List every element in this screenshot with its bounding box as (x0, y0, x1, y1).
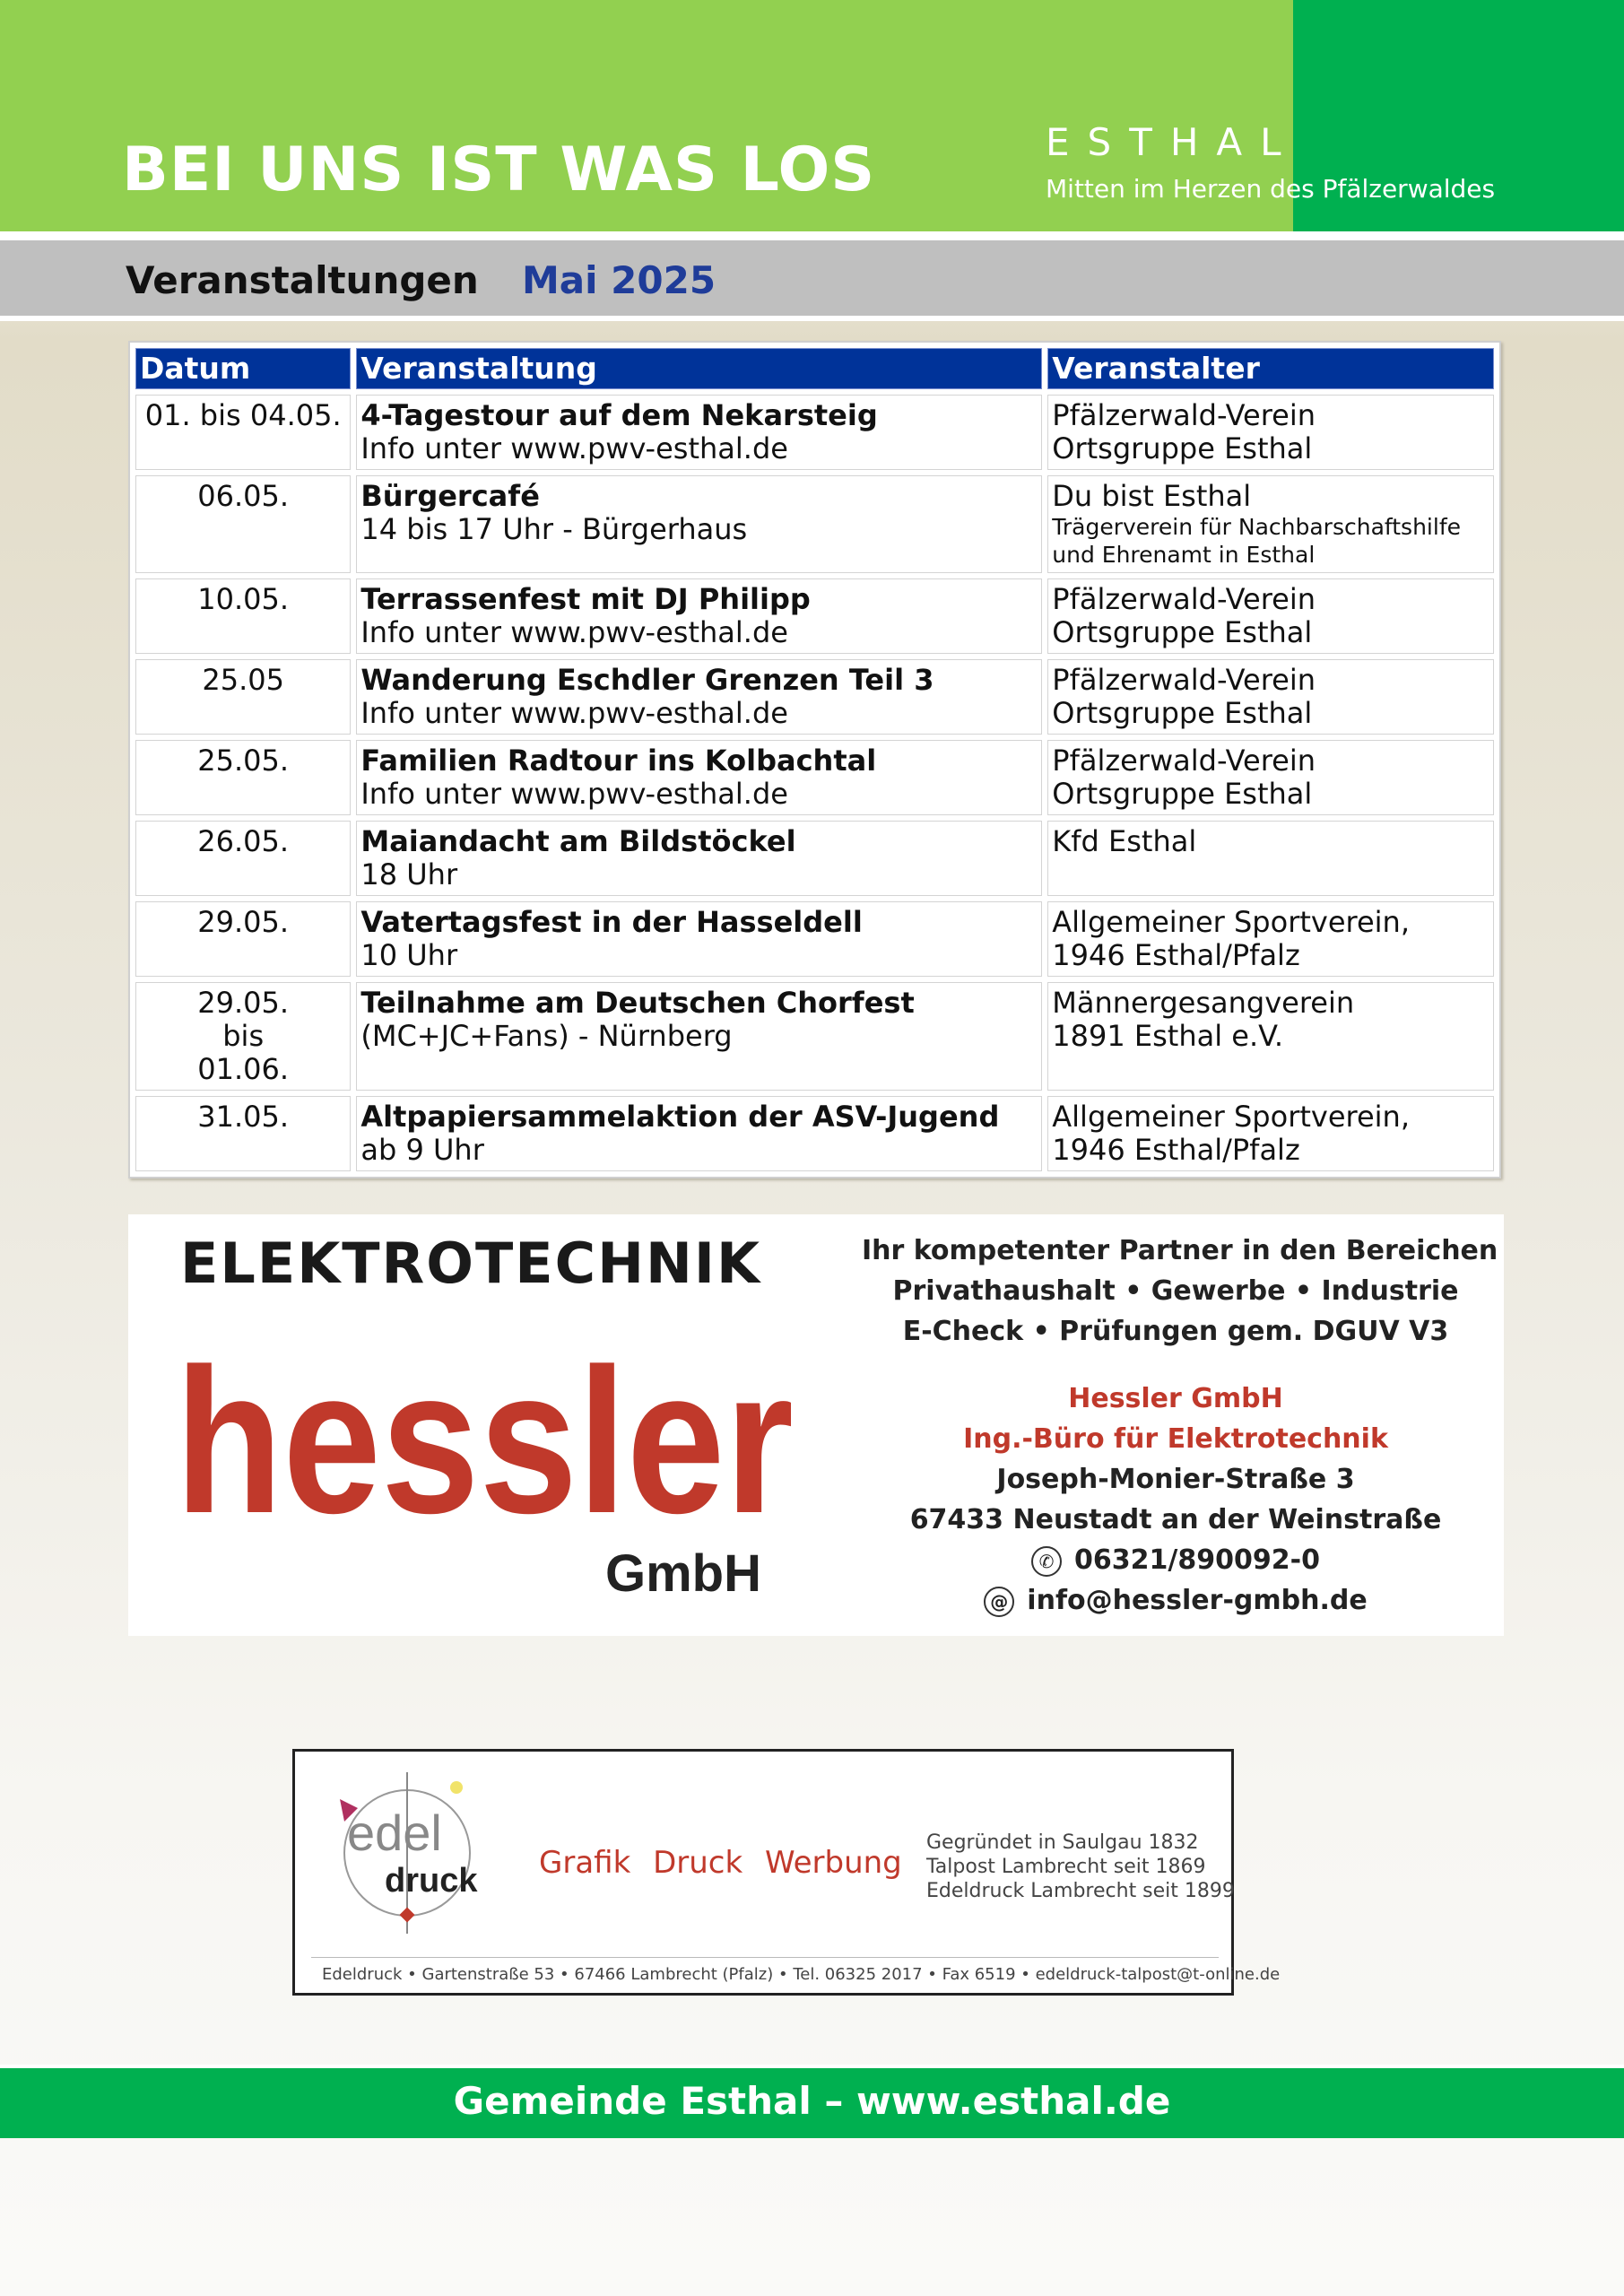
date-text: 31.05. (197, 1100, 290, 1134)
event-title: Bürgercafé (360, 479, 540, 513)
phone-icon: ✆ (1031, 1546, 1062, 1577)
table-row (135, 659, 1494, 735)
event-detail: 18 Uhr (360, 857, 458, 891)
date-text: 29.05. (197, 905, 290, 939)
event-cell (356, 821, 1042, 896)
event-cell (356, 659, 1042, 735)
hessler-headline: ELEKTROTECHNIK (180, 1231, 762, 1296)
town-name: ESTHAL (1046, 120, 1299, 164)
hessler-line-2: Privathaushalt • Gewerbe • Industrie (892, 1275, 1459, 1307)
event-title: Terrassenfest mit DJ Philipp (360, 582, 811, 616)
hessler-line-1: Ihr kompetenter Partner in den Bereichen (862, 1235, 1498, 1266)
page-title: BEI UNS IST WAS LOS (122, 135, 876, 205)
organizer-name: Kfd Esthal (1052, 824, 1197, 858)
event-cell (356, 901, 1042, 977)
event-detail: Info unter www.pwv-esthal.de (360, 431, 788, 465)
edeldruck-history (926, 1831, 1235, 1903)
history-line-2: Talpost Lambrecht seit 1869 (926, 1856, 1206, 1878)
organizer-line2: 1946 Esthal/Pfalz (1052, 1133, 1300, 1167)
organizer-cell (1047, 395, 1494, 470)
date-text: 10.05. (197, 582, 290, 616)
edeldruck-services: Grafik Druck Werbung (539, 1845, 902, 1881)
organizer-line2: 1946 Esthal/Pfalz (1052, 938, 1300, 972)
hessler-division: Ing.-Büro für Elektrotechnik (963, 1423, 1388, 1455)
event-date (135, 475, 351, 573)
organizer-name: Pfälzerwald-Verein (1052, 663, 1316, 697)
event-cell (356, 475, 1042, 573)
hessler-logo-text: hessler (175, 1326, 794, 1556)
event-date (135, 821, 351, 896)
event-date (135, 1096, 351, 1171)
organizer-cell (1047, 740, 1494, 815)
organizer-name: Allgemeiner Sportverein, (1052, 1100, 1410, 1134)
event-title: Teilnahme am Deutschen Chorfest (360, 986, 915, 1020)
organizer-name: Du bist Esthal (1052, 479, 1252, 513)
organizer-cell (1047, 1096, 1494, 1171)
footer-text: Gemeinde Esthal – www.esthal.de (453, 2079, 1171, 2123)
header-divider (0, 231, 1624, 240)
edeldruck-advertisement (292, 1749, 1281, 1996)
column-header-organizer: Veranstalter (1047, 348, 1494, 389)
date-text: 25.05. (197, 744, 290, 778)
event-date (135, 982, 351, 1091)
event-title: Altpapiersammelaktion der ASV-Jugend (360, 1100, 1000, 1134)
hessler-phone: 06321/890092-0 (1074, 1544, 1320, 1576)
hessler-phone-row (862, 1540, 1489, 1580)
hessler-line-3: E-Check • Prüfungen gem. DGUV V3 (902, 1316, 1449, 1347)
section-label: Veranstaltungen (126, 258, 479, 302)
table-row (135, 475, 1494, 573)
logo-word-bottom: druck (385, 1862, 478, 1900)
event-detail: Info unter www.pwv-esthal.de (360, 777, 788, 811)
history-line-1: Gegründet in Saulgau 1832 (926, 1831, 1199, 1854)
table-header-row (135, 348, 1494, 389)
table-row (135, 1096, 1494, 1171)
organizer-cell (1047, 578, 1494, 654)
at-sign-icon: @ (984, 1587, 1014, 1617)
organizer-cell (1047, 821, 1494, 896)
edeldruck-logo (322, 1768, 528, 1938)
hessler-city: 67433 Neustadt an der Weinstraße (909, 1504, 1442, 1535)
table-row (135, 901, 1494, 977)
organizer-line2: Ortsgruppe Esthal (1052, 777, 1313, 811)
organizer-line2: Ortsgruppe Esthal (1052, 696, 1313, 730)
event-detail: ab 9 Uhr (360, 1133, 484, 1167)
page-footer (0, 2065, 1624, 2138)
organizer-note: Trägerverein für Nachbarschaftshilfe (1052, 514, 1462, 540)
column-header-event: Veranstaltung (356, 348, 1042, 389)
organizer-name: Allgemeiner Sportverein, (1052, 905, 1410, 939)
town-tagline: Mitten im Herzen des Pfälzerwaldes (1046, 174, 1496, 204)
table-row (135, 821, 1494, 896)
table-row (135, 982, 1494, 1091)
organizer-cell (1047, 659, 1494, 735)
hessler-email-row (862, 1580, 1489, 1621)
organizer-line2: Ortsgruppe Esthal (1052, 615, 1313, 649)
event-cell (356, 982, 1042, 1091)
logo-yellow-dot (450, 1781, 463, 1794)
edeldruck-footer: Edeldruck • Gartenstraße 53 • 67466 Lambrecht (Pfalz) • Tel. 06325 2017 • Fax 6519 • edeldruck-talpost@t-online.de (322, 1965, 1281, 1984)
hessler-logo-suffix: GmbH (605, 1544, 761, 1603)
organizer-cell (1047, 475, 1494, 573)
date-text: 26.05. (197, 824, 290, 858)
event-date (135, 901, 351, 977)
section-month: Mai 2025 (522, 258, 716, 302)
event-detail: Info unter www.pwv-esthal.de (360, 696, 788, 730)
organizer-name: Pfälzerwald-Verein (1052, 744, 1316, 778)
organizer-name: Pfälzerwald-Verein (1052, 398, 1316, 432)
date-text: 29.05. (197, 986, 290, 1020)
table-row (135, 578, 1494, 654)
date-text: 06.05. (197, 479, 290, 513)
date-end-text: 01.06. (197, 1052, 290, 1086)
event-title: Maiandacht am Bildstöckel (360, 824, 796, 858)
logo-word-top: edel (347, 1805, 442, 1861)
event-detail: 10 Uhr (360, 938, 458, 972)
logo-red-diamond (400, 1908, 415, 1923)
event-title: Vatertagsfest in der Hasseldell (360, 905, 863, 939)
spacer (862, 1352, 1489, 1378)
edeldruck-divider (311, 1957, 1219, 1958)
event-detail: (MC+JC+Fans) - Nürnberg (360, 1019, 733, 1053)
event-cell (356, 578, 1042, 654)
organizer-name: Männergesangverein (1052, 986, 1355, 1020)
organizer-line2: 1891 Esthal e.V. (1052, 1019, 1284, 1053)
hessler-logo (175, 1304, 794, 1603)
organizer-cell (1047, 901, 1494, 977)
date-text: 01. bis 04.05. (144, 398, 342, 432)
organizer-cell (1047, 982, 1494, 1091)
hessler-street: Joseph-Monier-Straße 3 (996, 1464, 1355, 1495)
hessler-info (862, 1231, 1498, 1621)
table-row (135, 740, 1494, 815)
history-line-3: Edeldruck Lambrecht seit 1899 (926, 1880, 1235, 1902)
event-cell (356, 740, 1042, 815)
event-date (135, 395, 351, 470)
events-table (128, 341, 1501, 1178)
event-date (135, 578, 351, 654)
event-detail: Info unter www.pwv-esthal.de (360, 615, 788, 649)
column-header-date: Datum (135, 348, 351, 389)
event-cell (356, 395, 1042, 470)
header-banner (0, 0, 1624, 231)
event-title: 4-Tagestour auf dem Nekarsteig (360, 398, 878, 432)
date-text: 25.05 (202, 663, 284, 697)
section-bar (0, 240, 1624, 321)
hessler-advertisement (128, 1214, 1504, 1636)
organizer-line2: Ortsgruppe Esthal (1052, 431, 1313, 465)
event-title: Familien Radtour ins Kolbachtal (360, 744, 877, 778)
event-cell (356, 1096, 1042, 1171)
event-detail: 14 bis 17 Uhr - Bürgerhaus (360, 512, 748, 546)
date-range-word: bis (222, 1019, 265, 1053)
organizer-name: Pfälzerwald-Verein (1052, 582, 1316, 616)
hessler-company: Hessler GmbH (1068, 1383, 1283, 1414)
table-row (135, 395, 1494, 470)
organizer-note-line2: und Ehrenamt in Esthal (1052, 542, 1316, 568)
event-date (135, 740, 351, 815)
event-title: Wanderung Eschdler Grenzen Teil 3 (360, 663, 934, 697)
hessler-email: info@hessler-gmbh.de (1027, 1585, 1368, 1616)
event-date (135, 659, 351, 735)
